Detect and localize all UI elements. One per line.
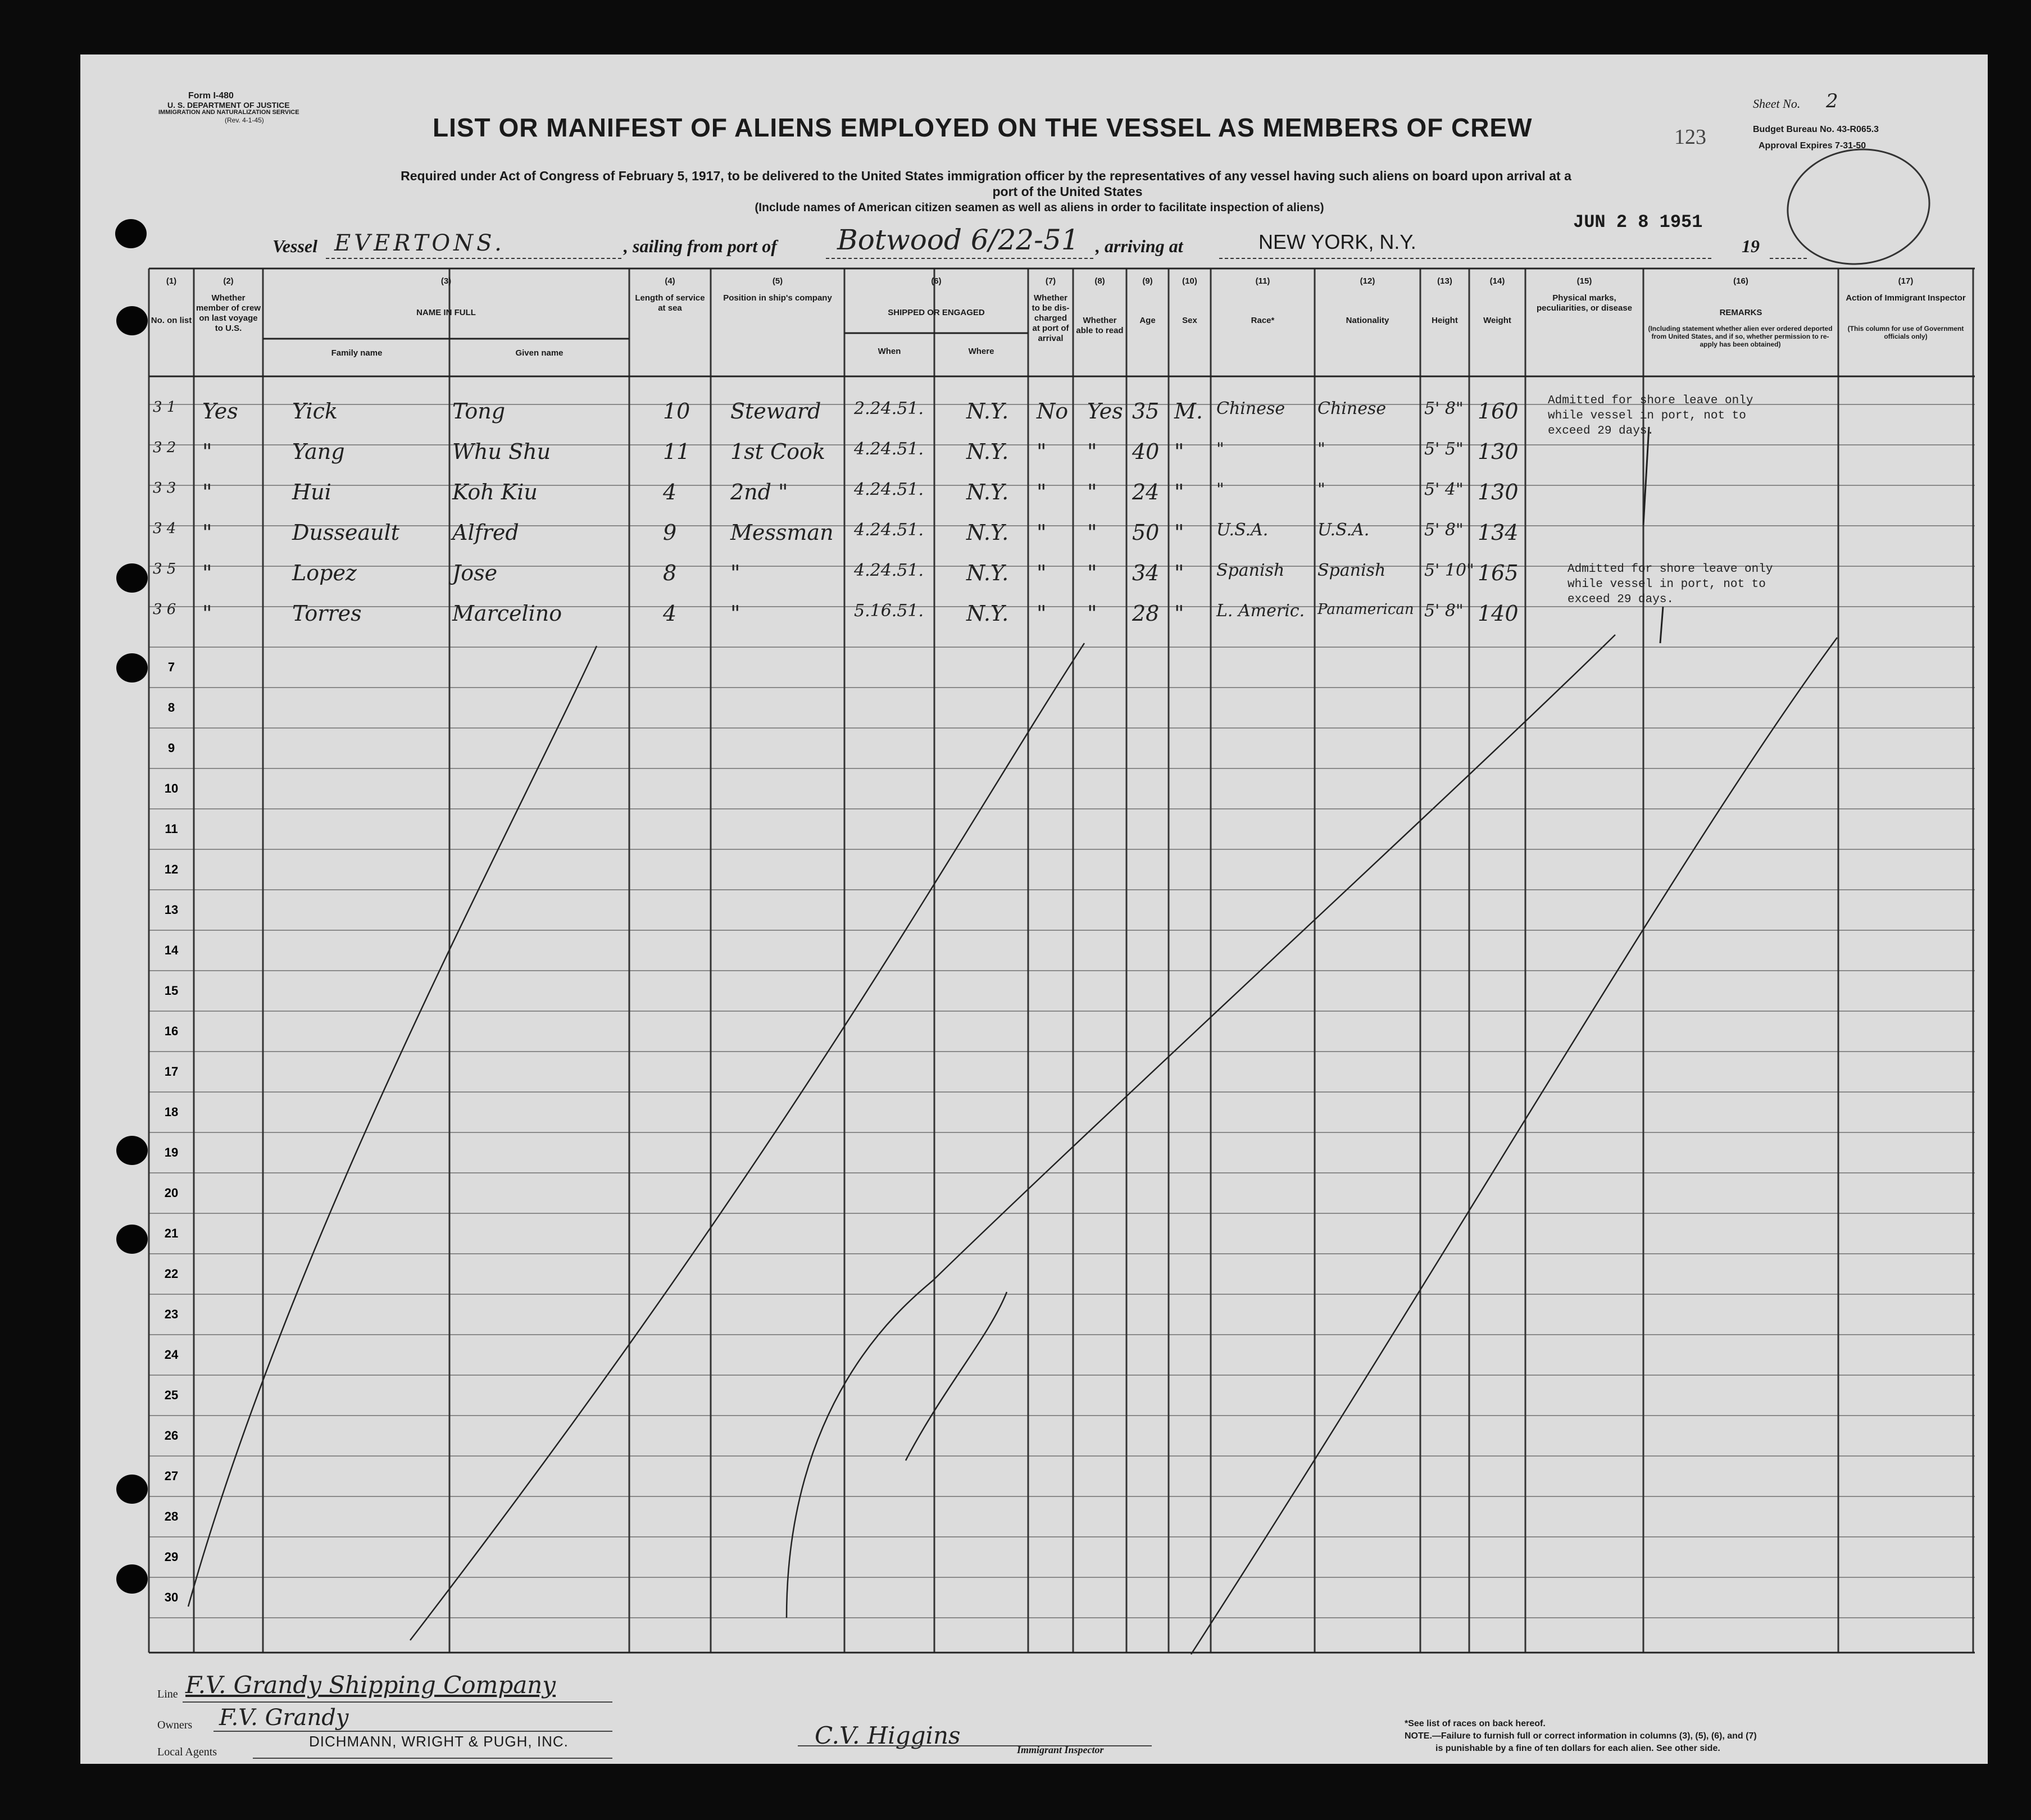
nationality: U.S.A. — [1317, 520, 1370, 540]
column-number: (4) — [665, 276, 675, 286]
weight: 130 — [1478, 480, 1519, 504]
remark-block — [1548, 393, 1753, 439]
family-name: Torres — [292, 601, 362, 626]
row-number-label: 28 — [164, 1509, 179, 1523]
column-number: (2) — [223, 276, 234, 286]
shipped-when: 5.16.51. — [854, 601, 924, 621]
sex: " — [1174, 601, 1184, 626]
column-label: Whether able to read — [1076, 316, 1124, 335]
service-name: IMMIGRATION AND NATURALIZATION SERVICE — [158, 109, 299, 116]
column-label: Action of Immigrant Inspector — [1846, 293, 1966, 303]
row-number-label: 21 — [164, 1226, 179, 1240]
discharged: " — [1037, 439, 1047, 464]
column-number: (10) — [1182, 276, 1197, 286]
position: " — [730, 601, 740, 626]
row-number-label: 15 — [164, 984, 179, 998]
shipped-when: 2.24.51. — [854, 399, 924, 418]
footnote-failure: NOTE.—Failure to furnish full or correct information in columns (3), (5), (6), and (7) — [1405, 1731, 1757, 1741]
column-number: (17) — [1898, 276, 1914, 286]
agents-label: Local Agents — [157, 1746, 217, 1758]
nationality: Panamerican — [1317, 601, 1414, 618]
shipped-where: N.Y. — [966, 399, 1009, 424]
row-number: 3 2 — [153, 439, 176, 456]
shipped-when: 4.24.51. — [854, 520, 924, 540]
column-label: SHIPPED OR ENGAGED — [888, 308, 985, 317]
position: " — [730, 561, 740, 585]
nationality: " — [1317, 439, 1325, 459]
column-label: Sex — [1182, 316, 1197, 325]
page-number: 123 — [1674, 125, 1706, 149]
sex: " — [1174, 439, 1184, 464]
column-label: Position in ship's company — [723, 293, 832, 303]
column-number: (16) — [1733, 276, 1748, 286]
sex: " — [1174, 561, 1184, 585]
shipped-where: N.Y. — [966, 561, 1009, 585]
header-where: Where — [968, 347, 994, 356]
given-name: Tong — [452, 399, 506, 424]
column-number: (9) — [1142, 276, 1153, 286]
inspector-label: Immigrant Inspector — [1017, 1744, 1104, 1755]
able-to-read: " — [1087, 561, 1097, 585]
remark-block — [1567, 562, 1773, 607]
subtitle-port: port of the United States — [992, 184, 1143, 199]
height: 5' 8" — [1424, 399, 1464, 418]
received-date-stamp: JUN 2 8 1951 — [1573, 212, 1703, 233]
remark-line: Admitted for shore leave only — [1567, 563, 1773, 576]
discharged: " — [1037, 520, 1047, 545]
nationality: " — [1317, 480, 1325, 499]
shipped-where: N.Y. — [966, 601, 1009, 626]
page-title: LIST OR MANIFEST OF ALIENS EMPLOYED ON THE VESSEL AS MEMBERS OF CREW — [433, 113, 1533, 142]
weight: 140 — [1478, 601, 1519, 626]
race: U.S.A. — [1216, 520, 1269, 540]
nationality: Spanish — [1317, 561, 1386, 580]
year-label: 19 — [1742, 236, 1760, 256]
vessel-name: EVERTONS. — [334, 230, 505, 256]
column-number: (3) — [440, 276, 452, 286]
sheet-number: 2 — [1826, 90, 1838, 112]
row-number: 3 6 — [153, 601, 176, 618]
discharged: No — [1037, 399, 1069, 424]
row-number: 3 3 — [153, 480, 176, 497]
row-number: 3 1 — [153, 399, 176, 416]
shipped-where: N.Y. — [966, 520, 1009, 545]
column-label: Age — [1139, 316, 1156, 325]
sailing-label: , sailing from port of — [624, 236, 777, 256]
row-number-label: 9 — [167, 741, 175, 755]
nationality: Chinese — [1317, 399, 1387, 418]
family-name: Yick — [292, 399, 338, 424]
column-label: REMARKS — [1719, 308, 1762, 317]
family-name: Dusseault — [292, 520, 399, 545]
owners-value: F.V. Grandy — [219, 1705, 349, 1731]
remark-line: while vessel in port, not to — [1548, 410, 1746, 422]
last-voyage: " — [202, 439, 212, 464]
cancellation-strokes — [188, 635, 1837, 1654]
discharged: " — [1037, 601, 1047, 626]
header-family-name: Family name — [331, 348, 383, 358]
inspector-signature: C.V. Higgins — [815, 1722, 961, 1749]
footnote-races: *See list of races on back hereof. — [1405, 1719, 1546, 1728]
height: 5' 8" — [1424, 601, 1464, 621]
height: 5' 8" — [1424, 520, 1464, 540]
column-number: (1) — [166, 276, 177, 286]
row-number-label: 10 — [164, 781, 179, 795]
position: Messman — [730, 520, 834, 545]
column-number: (13) — [1437, 276, 1452, 286]
row-number-label: 26 — [164, 1428, 179, 1443]
department-name: U. S. DEPARTMENT OF JUSTICE — [167, 101, 290, 110]
able-to-read: Yes — [1087, 399, 1123, 424]
discharged: " — [1037, 561, 1047, 585]
height: 5' 4" — [1424, 480, 1464, 499]
service-length: 4 — [663, 601, 677, 626]
service-length: 10 — [663, 399, 690, 424]
remark-line: exceed 29 days. — [1548, 425, 1655, 438]
row-number-label: 20 — [164, 1186, 179, 1200]
row-number-label: 7 — [167, 660, 175, 674]
able-to-read: " — [1087, 480, 1097, 504]
column-number: (14) — [1489, 276, 1505, 286]
row-number-label: 13 — [164, 903, 179, 917]
row-number-label: 12 — [164, 862, 179, 876]
row-number-label: 14 — [164, 943, 179, 957]
header-remarks-note: (Including statement whether alien ever ordered deported from United States, and if so, whether permission to re-apply has been obtained) — [1648, 325, 1833, 348]
given-name: Whu Shu — [452, 439, 551, 464]
column-label: No. on list — [151, 316, 192, 325]
column-label: Length of service at sea — [635, 293, 705, 313]
column-number: (6) — [931, 276, 942, 286]
able-to-read: " — [1087, 520, 1097, 545]
age: 24 — [1132, 480, 1160, 504]
remark-line: Admitted for shore leave only — [1548, 394, 1753, 407]
position: 2nd " — [730, 480, 788, 504]
arriving-label: , arriving at — [1096, 236, 1183, 256]
row-number-label: 18 — [164, 1105, 179, 1119]
column-number: (12) — [1360, 276, 1375, 286]
age: 34 — [1132, 561, 1160, 585]
column-number: (15) — [1576, 276, 1592, 286]
age: 40 — [1132, 439, 1160, 464]
race: Spanish — [1216, 561, 1285, 580]
shipped-where: N.Y. — [966, 480, 1009, 504]
header-when: When — [878, 347, 901, 356]
row-number-label: 22 — [164, 1267, 179, 1281]
row-number-label: 30 — [164, 1590, 179, 1604]
given-name: Alfred — [452, 520, 519, 545]
height: 5' 5" — [1424, 439, 1464, 459]
column-number: (5) — [772, 276, 783, 286]
shipped-when: 4.24.51. — [854, 480, 924, 499]
given-name: Koh Kiu — [452, 480, 538, 504]
subtitle-act: Required under Act of Congress of February 5, 1917, to be delivered to the United States immigration officer by the representatives of any vessel having such aliens on board upon arrival at a — [401, 169, 1571, 183]
service-length: 4 — [663, 480, 677, 504]
row-number-label: 23 — [164, 1307, 179, 1321]
agents-value: DICHMANN, WRIGHT & PUGH, INC. — [309, 1733, 569, 1750]
row-number-label: 25 — [164, 1388, 179, 1402]
last-voyage: " — [202, 480, 212, 504]
given-name: Jose — [452, 561, 498, 585]
discharged: " — [1037, 480, 1047, 504]
row-number-label: 11 — [165, 822, 178, 836]
column-label: Whether to be dis-charged at port of arrival — [1032, 293, 1070, 343]
remark-line: exceed 29 days. — [1567, 593, 1674, 606]
arriving-port: NEW YORK, N.Y. — [1258, 230, 1416, 253]
sheet-label: Sheet No. — [1753, 97, 1801, 111]
row-number-label: 16 — [164, 1024, 179, 1038]
row-number: 3 5 — [153, 561, 176, 577]
shipped-when: 4.24.51. — [854, 561, 924, 580]
age: 35 — [1132, 399, 1160, 424]
weight: 134 — [1478, 520, 1519, 545]
service-length: 11 — [663, 439, 690, 464]
age: 28 — [1132, 601, 1160, 626]
service-length: 8 — [663, 561, 677, 585]
column-label: Weight — [1483, 316, 1511, 325]
weight: 165 — [1478, 561, 1519, 585]
last-voyage: " — [202, 601, 212, 626]
header-action-note: (This column for use of Government officials only) — [1847, 325, 1964, 340]
line-label: Line — [157, 1688, 178, 1700]
race: " — [1216, 480, 1224, 499]
column-label: Whether member of crew on last voyage to U.S. — [196, 293, 261, 333]
weight: 160 — [1478, 399, 1519, 424]
service-length: 9 — [663, 520, 677, 545]
last-voyage: " — [202, 561, 212, 585]
column-number: (11) — [1255, 276, 1270, 286]
last-voyage: " — [202, 520, 212, 545]
race: " — [1216, 439, 1224, 459]
last-voyage: Yes — [202, 399, 238, 424]
row-number-label: 17 — [164, 1064, 179, 1079]
column-label: Race* — [1251, 316, 1275, 325]
position: Steward — [730, 399, 821, 424]
race: Chinese — [1216, 399, 1285, 418]
owners-label: Owners — [157, 1719, 193, 1731]
approval-expiry: Approval Expires 7-31-50 — [1759, 141, 1866, 151]
family-name: Yang — [292, 439, 345, 464]
age: 50 — [1132, 520, 1160, 545]
row-number-label: 27 — [164, 1469, 179, 1483]
column-label: NAME IN FULL — [416, 308, 476, 317]
sailing-port: Botwood 6/22-51 — [837, 224, 1079, 256]
height: 5' 10" — [1424, 561, 1474, 580]
weight: 130 — [1478, 439, 1519, 464]
sex: " — [1174, 520, 1184, 545]
family-name: Lopez — [292, 561, 357, 585]
able-to-read: " — [1087, 439, 1097, 464]
footnote-fine: is punishable by a fine of ten dollars for each alien. See other side. — [1435, 1744, 1720, 1753]
row-number: 3 4 — [153, 520, 176, 537]
line-value: F.V. Grandy Shipping Company — [185, 1671, 556, 1699]
subtitle-note: (Include names of American citizen seamen as well as aliens in order to facilitate inspection of aliens) — [755, 201, 1324, 214]
given-name: Marcelino — [452, 601, 562, 626]
sex: " — [1174, 480, 1184, 504]
remark-line: while vessel in port, not to — [1567, 578, 1766, 591]
vessel-label: Vessel — [272, 236, 317, 256]
revision-date: (Rev. 4-1-45) — [225, 116, 264, 124]
able-to-read: " — [1087, 601, 1097, 626]
row-number-label: 24 — [164, 1348, 179, 1362]
header-given-name: Given name — [515, 348, 564, 358]
shipped-where: N.Y. — [966, 439, 1009, 464]
row-number-label: 29 — [164, 1550, 179, 1564]
race: L. Americ. — [1216, 601, 1305, 621]
column-number: (8) — [1094, 276, 1105, 286]
family-name: Hui — [292, 480, 331, 504]
row-number-label: 8 — [167, 700, 175, 715]
budget-bureau: Budget Bureau No. 43-R065.3 — [1753, 125, 1879, 134]
column-label: Height — [1432, 316, 1458, 325]
row-number-label: 19 — [164, 1145, 179, 1159]
column-label: Nationality — [1346, 316, 1389, 325]
column-label: Physical marks, peculiarities, or disease — [1536, 293, 1633, 313]
sex: M. — [1174, 399, 1203, 424]
shipped-when: 4.24.51. — [854, 439, 924, 459]
column-number: (7) — [1045, 276, 1056, 286]
form-number: Form I-480 — [188, 91, 234, 101]
position: 1st Cook — [730, 439, 825, 464]
